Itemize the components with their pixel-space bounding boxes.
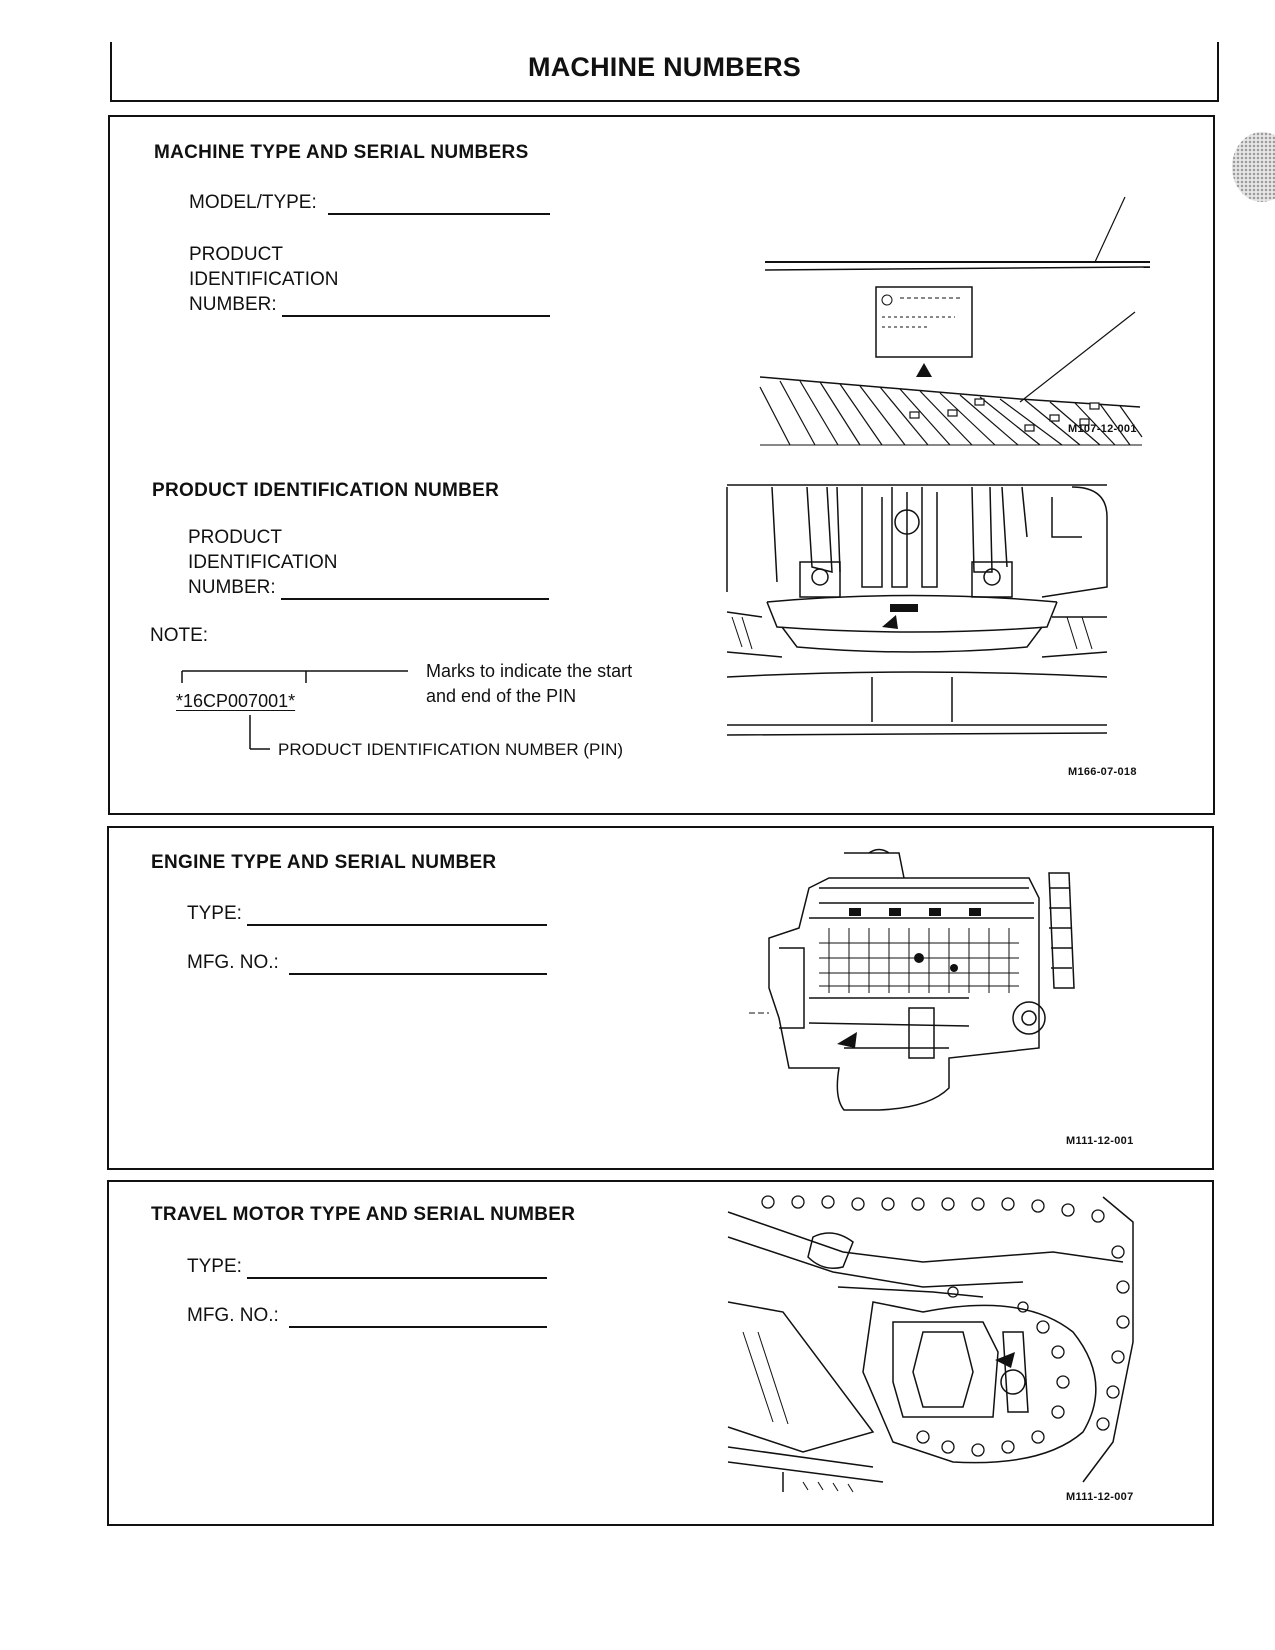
- pin-label-1: PRODUCT: [188, 527, 282, 548]
- section-tab-marker: [1232, 132, 1275, 202]
- machine-pin-label-3: NUMBER:: [189, 294, 277, 315]
- marks-description-1: Marks to indicate the start: [426, 661, 633, 681]
- motor-type-field[interactable]: [247, 1277, 547, 1279]
- figure-id-engine: M111-12-001: [1066, 1135, 1134, 1147]
- engine-mfg-field[interactable]: [289, 973, 547, 975]
- example-pin: *16CP007001*: [176, 691, 296, 711]
- engine-type-label: TYPE:: [187, 903, 242, 924]
- machine-type-heading: MACHINE TYPE AND SERIAL NUMBERS: [154, 142, 529, 163]
- motor-mfg-label: MFG. NO.:: [187, 1305, 279, 1326]
- engine-type-field[interactable]: [247, 924, 547, 926]
- pin-heading: PRODUCT IDENTIFICATION NUMBER: [152, 480, 500, 501]
- engine-mfg-label: MFG. NO.:: [187, 952, 279, 973]
- model-type-field[interactable]: [328, 213, 550, 215]
- pin-label-2: IDENTIFICATION: [188, 552, 338, 573]
- machine-pin-field[interactable]: [282, 315, 550, 317]
- serial-plate-illustration: [750, 167, 1150, 457]
- machine-pin-label-2: IDENTIFICATION: [189, 269, 339, 290]
- motor-type-label: TYPE:: [187, 1256, 242, 1277]
- panel-travel-motor: [107, 1180, 1214, 1526]
- engine-illustration: [749, 848, 1079, 1128]
- machine-pin-label-1: PRODUCT: [189, 244, 283, 265]
- travel-motor-heading: TRAVEL MOTOR TYPE AND SERIAL NUMBER: [151, 1204, 576, 1225]
- figure-id-plate: M107-12-001: [1068, 423, 1137, 435]
- engine-heading: ENGINE TYPE AND SERIAL NUMBER: [151, 852, 497, 873]
- title-frame: [110, 42, 1219, 102]
- pin-label-3: NUMBER:: [188, 577, 276, 598]
- pin-field[interactable]: [281, 598, 549, 600]
- pin-location-illustration: [722, 477, 1112, 747]
- page-title: MACHINE NUMBERS: [528, 52, 801, 82]
- marks-description-2: and end of the PIN: [426, 686, 577, 706]
- panel-engine: [107, 826, 1214, 1170]
- figure-id-pin: M166-07-018: [1068, 766, 1137, 778]
- panel-machine-pin: [108, 115, 1215, 815]
- pin-caption: PRODUCT IDENTIFICATION NUMBER (PIN): [278, 740, 624, 759]
- note-label: NOTE:: [150, 625, 209, 646]
- motor-mfg-field[interactable]: [289, 1326, 547, 1328]
- model-type-label: MODEL/TYPE:: [189, 192, 317, 213]
- travel-motor-illustration: [723, 1192, 1143, 1492]
- figure-id-travel-motor: M111-12-007: [1066, 1491, 1134, 1503]
